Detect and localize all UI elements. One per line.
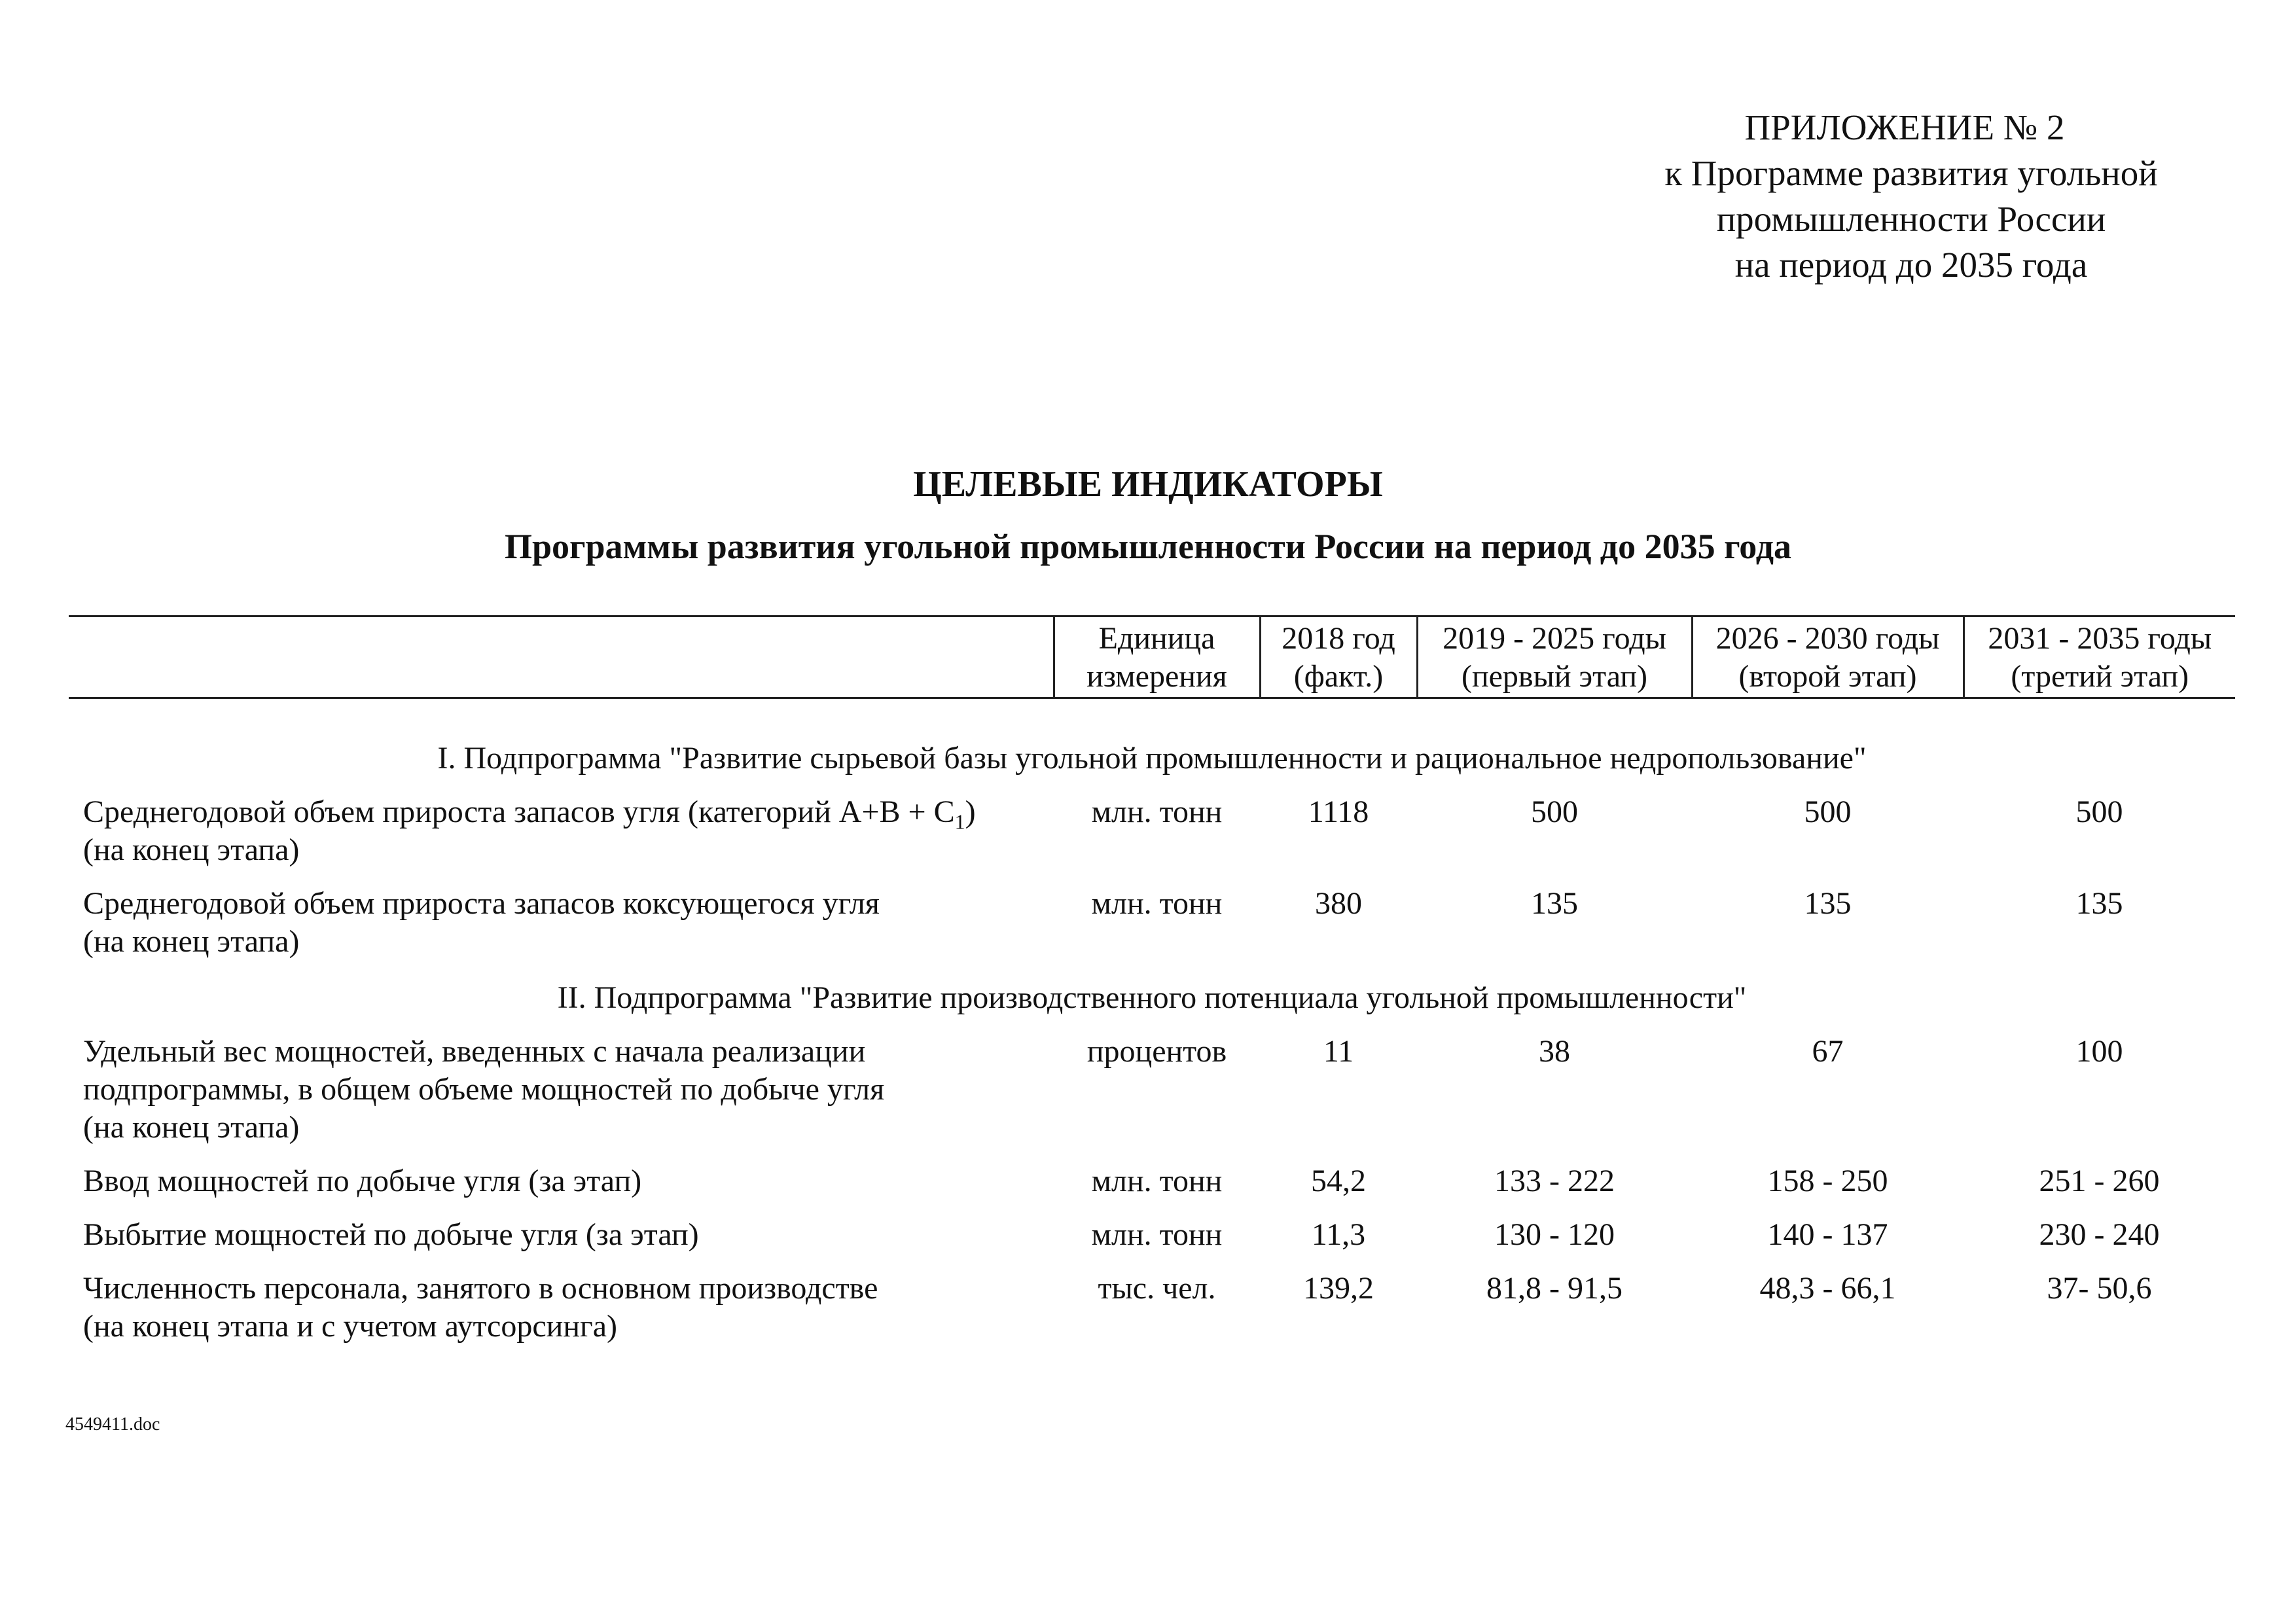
document-subtitle: Программы развития угольной промышленности России на период до 2035 года: [504, 527, 1792, 566]
indicator-name-line: Удельный вес мощностей, введенных с начала реализации: [83, 1034, 866, 1069]
indicator-name-line: Выбытие мощностей по добыче угля (за этап): [83, 1217, 699, 1252]
value-stage-3: 500: [2075, 794, 2123, 829]
section-heading-1: [69, 737, 2235, 793]
header-stage-2: [1692, 616, 1964, 698]
indicator-unit: млн. тонн: [1091, 1164, 1223, 1198]
indicator-name-line: Ввод мощностей по добыче угля (за этап): [83, 1164, 642, 1198]
header-indicator-blank: [69, 616, 1054, 698]
header-stage-1-line2: (первый этап): [1461, 659, 1648, 694]
header-stage-2-line1: 2026 - 2030 годы: [1715, 621, 1940, 656]
header-stage-2-line2: (второй этап): [1738, 659, 1917, 694]
indicator-unit: млн. тонн: [1091, 886, 1223, 921]
value-stage-2: 48,3 - 66,1: [1759, 1271, 1896, 1306]
table-row: [69, 1270, 2235, 1361]
indicator-name-line: (на конец этапа): [83, 924, 300, 959]
value-2018: 139,2: [1303, 1271, 1374, 1306]
indicator-name: [69, 1216, 1054, 1270]
indicator-unit: тыс. чел.: [1098, 1271, 1216, 1306]
indicator-name-line: Численность персонала, занятого в основном производстве: [83, 1271, 878, 1306]
value-2018: 11: [1323, 1034, 1354, 1069]
indicator-name: [69, 885, 1054, 976]
header-stage-1-line1: 2019 - 2025 годы: [1443, 621, 1666, 656]
table-row: [69, 793, 2235, 885]
value-stage-1: 81,8 - 91,5: [1486, 1271, 1623, 1306]
value-stage-2: 158 - 250: [1767, 1164, 1888, 1198]
value-stage-1: 500: [1531, 794, 1578, 829]
indicator-name: [69, 1270, 1054, 1361]
header-stage-3-line1: 2031 - 2035 годы: [1988, 621, 2212, 656]
value-2018: 11,3: [1311, 1217, 1366, 1252]
value-stage-1: 133 - 222: [1494, 1164, 1615, 1198]
table-row: [69, 1216, 2235, 1270]
indicator-name-line: Среднегодовой объем прироста запасов угля (категорий $А+В + С_1$): [83, 794, 976, 834]
value-stage-3: 37- 50,6: [2047, 1271, 2152, 1306]
header-2018-line1: 2018 год: [1282, 621, 1395, 656]
annex-number: ПРИЛОЖЕНИЕ № 2: [1744, 107, 2065, 147]
table-header: [69, 616, 2235, 698]
indicator-name: [69, 793, 1054, 885]
indicator-unit: млн. тонн: [1091, 794, 1223, 829]
indicator-name-line: (на конец этапа): [83, 1110, 300, 1145]
indicator-unit: млн. тонн: [1091, 1217, 1223, 1252]
value-2018: 380: [1315, 886, 1362, 921]
header-stage-3: [1964, 616, 2235, 698]
table-row: [69, 1033, 2235, 1162]
annex-line-2: промышленности России: [1716, 199, 2106, 239]
annex-line-3: на период до 2035 года: [1734, 245, 2088, 285]
header-unit-line1: Единица: [1098, 621, 1215, 656]
value-stage-3: 230 - 240: [2039, 1217, 2160, 1252]
value-2018: 54,2: [1311, 1164, 1366, 1198]
value-stage-3: 135: [2075, 886, 2123, 921]
indicators-table: [69, 615, 2235, 1361]
table-row: [69, 885, 2235, 976]
indicator-name: [69, 1033, 1054, 1162]
header-stage-1: [1417, 616, 1692, 698]
indicator-unit: процентов: [1086, 1034, 1227, 1069]
value-stage-3: 251 - 260: [2039, 1164, 2160, 1198]
annex-header: [1597, 105, 2225, 288]
indicator-name-line: Среднегодовой объем прироста запасов коксующегося угля: [83, 886, 880, 921]
value-stage-2: 140 - 137: [1767, 1217, 1888, 1252]
section-heading-2: [69, 976, 2235, 1033]
value-stage-2: 500: [1804, 794, 1852, 829]
section-title: I. Подпрограмма "Развитие сырьевой базы угольной промышленности и рациональное недропользование": [437, 741, 1867, 776]
header-stage-3-line2: (третий этап): [2011, 659, 2189, 694]
indicator-name-line: подпрограммы, в общем объеме мощностей по добыче угля: [83, 1072, 885, 1107]
value-stage-2: 135: [1804, 886, 1852, 921]
indicator-name-line: (на конец этапа и с учетом аутсорсинга): [83, 1309, 617, 1344]
header-2018: [1260, 616, 1417, 698]
section-title: II. Подпрограмма "Развитие производственного потенциала угольной промышленности": [557, 980, 1747, 1015]
document-id: 4549411.doc: [65, 1414, 160, 1435]
value-stage-1: 130 - 120: [1494, 1217, 1615, 1252]
header-unit: [1054, 616, 1260, 698]
indicator-name-line: (на конец этапа): [83, 832, 300, 867]
value-stage-1: 135: [1531, 886, 1578, 921]
value-stage-1: 38: [1539, 1034, 1570, 1069]
document-title: ЦЕЛЕВЫЕ ИНДИКАТОРЫ: [913, 464, 1383, 505]
annex-line-1: к Программе развития угольной: [1664, 153, 2158, 193]
value-2018: 1118: [1308, 794, 1369, 829]
value-stage-2: 67: [1812, 1034, 1844, 1069]
header-unit-line2: измерения: [1086, 659, 1227, 694]
indicator-name: [69, 1162, 1054, 1216]
header-2018-line2: (факт.): [1293, 659, 1384, 694]
value-stage-3: 100: [2075, 1034, 2123, 1069]
table-row: [69, 1162, 2235, 1216]
